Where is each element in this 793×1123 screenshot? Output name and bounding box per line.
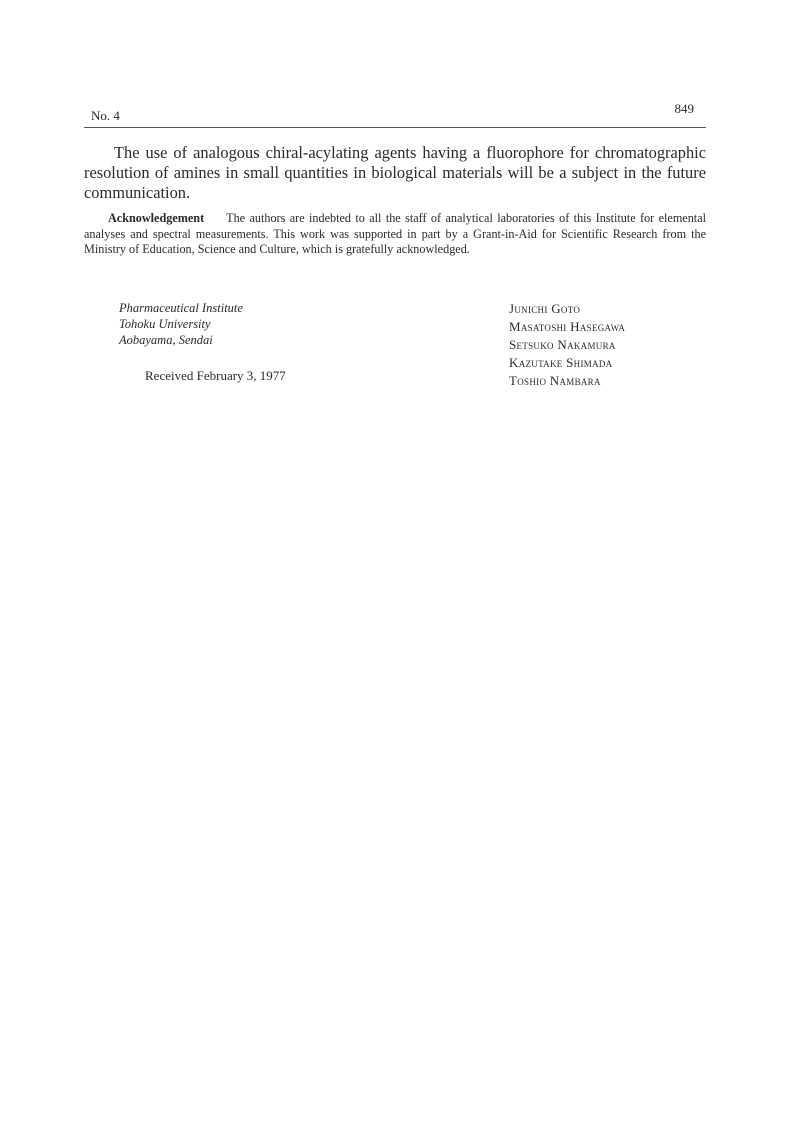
acknowledgement-heading: Acknowledgement	[108, 211, 205, 225]
journal-issue: No. 4	[91, 108, 120, 123]
affiliation-block	[119, 300, 243, 348]
affiliation-university: Tohoku University	[119, 317, 211, 331]
affiliation-location: Aobayama, Sendai	[119, 333, 213, 347]
author-name: Setsuko Nakamura	[509, 337, 616, 352]
acknowledgement-paragraph	[84, 211, 706, 258]
header-divider	[84, 127, 706, 128]
affiliation-institute: Pharmaceutical Institute	[119, 301, 243, 315]
author-name: Junichi Goto	[509, 301, 581, 316]
page-number: 849	[674, 101, 694, 116]
author-name: Toshio Nambara	[509, 373, 601, 388]
author-name: Masatoshi Hasegawa	[509, 319, 626, 334]
author-name: Kazutake Shimada	[509, 355, 613, 370]
received-date: Received February 3, 1977	[145, 368, 286, 383]
acknowledgement-text: The authors are indebted to all the staff of analytical laboratories of this Institute for elemental analyses and spectral measurements. This work was supported in part by a Grant-in-Aid for Scientific Research from the Ministry of Education, Science and Culture, which is gratefully acknowledged.	[84, 211, 706, 256]
author-list	[509, 300, 625, 390]
intro-paragraph: The use of analogous chiral-acylating agents having a fluorophore for chromatographic resolution of amines in small quantities in biological materials will be a subject in the future communication.	[84, 143, 706, 202]
